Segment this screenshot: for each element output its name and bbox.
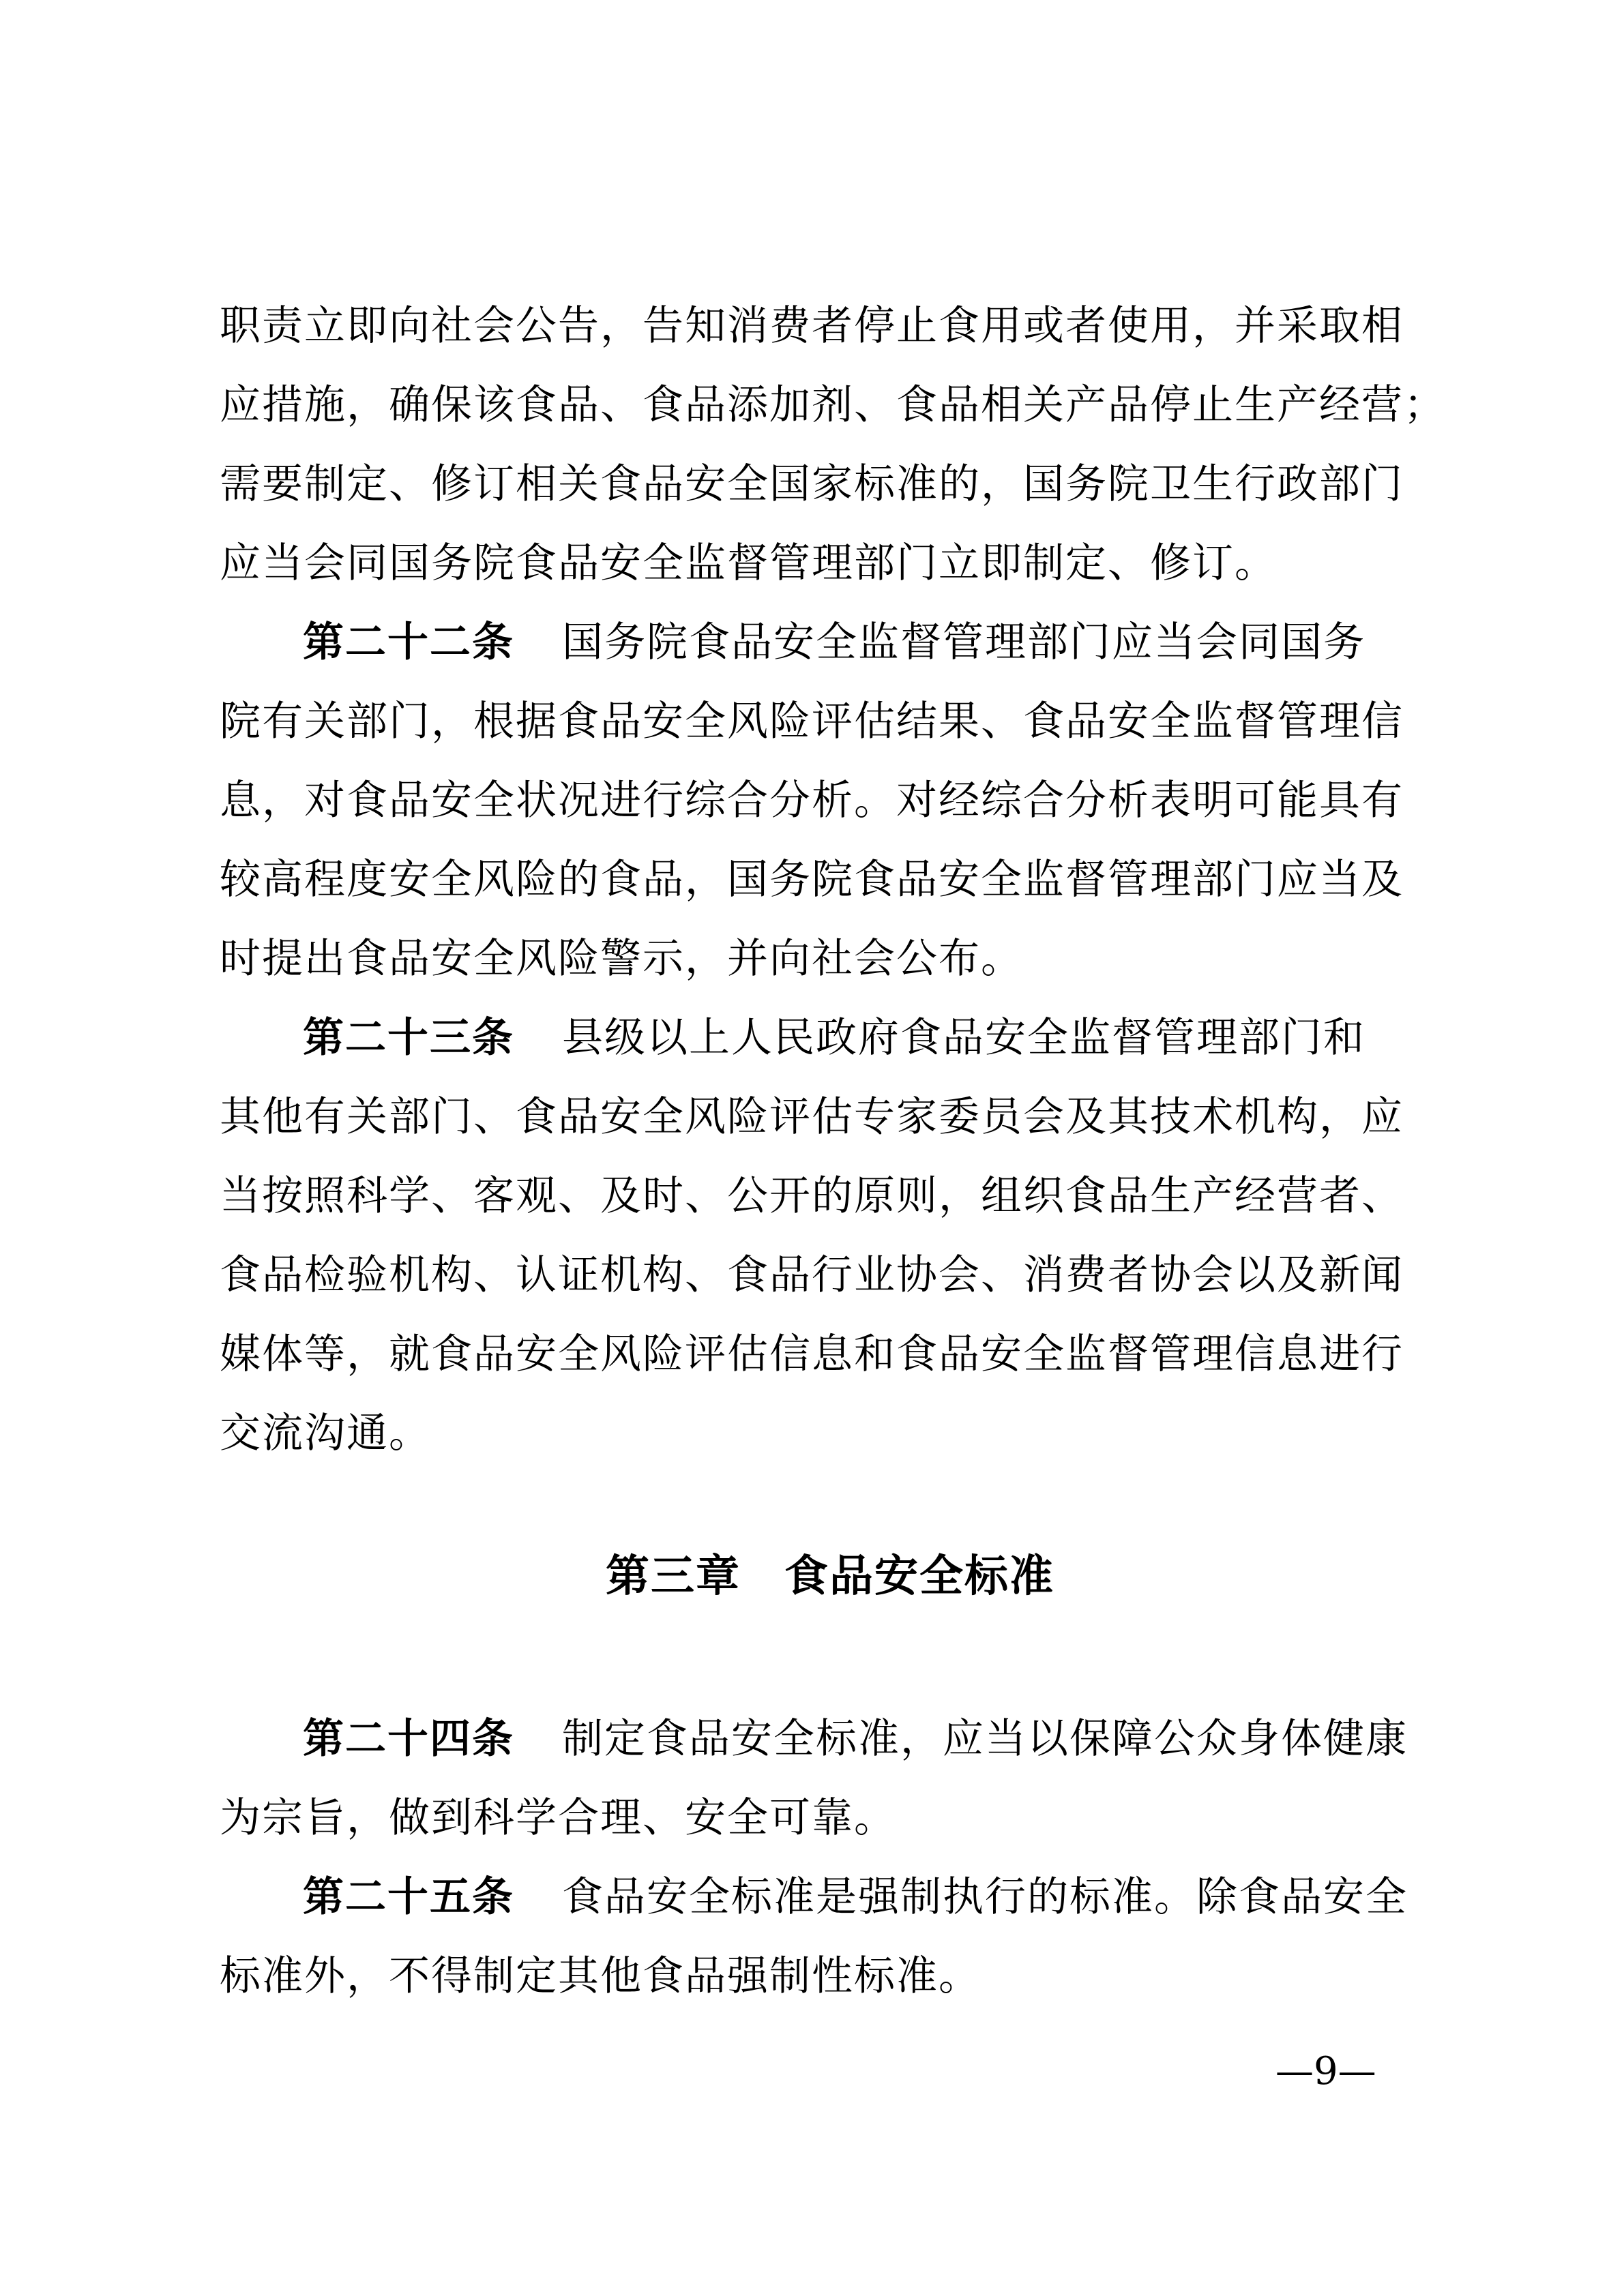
- body-line: 息，对食品安全状况进行综合分析。对经综合分析表明可能具有: [220, 777, 1404, 824]
- body-line: 较高程度安全风险的食品，国务院食品安全监督管理部门应当及: [220, 856, 1404, 904]
- article-23-text: 县级以上人民政府食品安全监督管理部门和: [562, 1014, 1365, 1062]
- body-line: 时提出食品安全风险警示，并向社会公布。: [220, 935, 1023, 983]
- body-line: 需要制定、修订相关食品安全国家标准的，国务院卫生行政部门: [220, 460, 1404, 508]
- article-22-first-line: [303, 618, 1365, 666]
- article-24-text: 制定食品安全标准，应当以保障公众身体健康: [562, 1715, 1408, 1763]
- article-25-text: 食品安全标准是强制执行的标准。除食品安全: [562, 1873, 1408, 1921]
- body-line: 交流沟通。: [220, 1410, 431, 1457]
- chapter-title: 食品安全标准: [784, 1551, 1054, 1602]
- body-line: 应当会同国务院食品安全监督管理部门立即制定、修订。: [220, 539, 1277, 587]
- article-22-heading: 第二十二条: [303, 618, 514, 666]
- article-23-first-line: [303, 1014, 1365, 1062]
- article-23-heading: 第二十三条: [303, 1014, 514, 1062]
- body-line: 食品检验机构、认证机构、食品行业协会、消费者协会以及新闻: [220, 1251, 1404, 1299]
- body-line: 其他有关部门、食品安全风险评估专家委员会及其技术机构，应: [220, 1093, 1404, 1141]
- article-24-first-line: [303, 1715, 1408, 1763]
- body-line: 院有关部门，根据食品安全风险评估结果、食品安全监督管理信: [220, 698, 1404, 745]
- page-number: —9—: [1275, 2049, 1376, 2093]
- chapter-number: 第三章: [606, 1551, 741, 1602]
- body-line: 职责立即向社会公告，告知消费者停止食用或者使用，并采取相: [220, 302, 1404, 350]
- chapter-heading: [606, 1551, 1054, 1602]
- article-24-heading: 第二十四条: [303, 1715, 514, 1763]
- article-25-first-line: [303, 1873, 1408, 1921]
- body-line: 标准外，不得制定其他食品强制性标准。: [220, 1952, 981, 2000]
- article-22-text: 国务院食品安全监督管理部门应当会同国务: [562, 618, 1365, 666]
- body-line: 媒体等，就食品安全风险评估信息和食品安全监督管理信息进行: [220, 1330, 1404, 1378]
- body-line: 当按照科学、客观、及时、公开的原则，组织食品生产经营者、: [220, 1172, 1404, 1220]
- body-line: 应措施，确保该食品、食品添加剂、食品相关产品停止生产经营；: [220, 381, 1446, 429]
- body-line: 为宗旨，做到科学合理、安全可靠。: [220, 1794, 896, 1842]
- article-25-heading: 第二十五条: [303, 1873, 514, 1921]
